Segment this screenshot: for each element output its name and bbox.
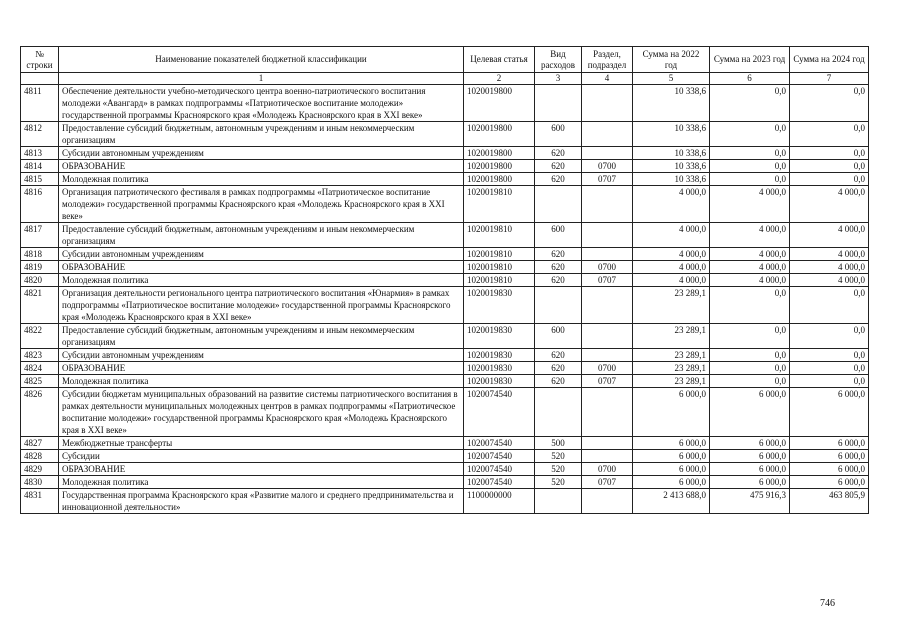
table-row [21,248,869,261]
row-name: Субсидии автономным учреждениям [59,349,464,362]
row-sum-2024: 6 000,0 [790,463,869,476]
row-number: 4816 [21,186,59,223]
row-target-article: 1100000000 [464,489,535,514]
header-sum-2023: Сумма на 2023 год [710,47,790,73]
row-name: Молодежная политика [59,476,464,489]
row-sum-2022: 23 289,1 [633,287,710,324]
row-target-article: 1020019810 [464,248,535,261]
row-number: 4819 [21,261,59,274]
row-sum-2024: 463 805,9 [790,489,869,514]
row-expense-type: 620 [535,248,582,261]
row-name: Молодежная политика [59,173,464,186]
row-sum-2023: 4 000,0 [710,261,790,274]
row-sum-2024: 0,0 [790,160,869,173]
row-name: ОБРАЗОВАНИЕ [59,160,464,173]
row-name: ОБРАЗОВАНИЕ [59,362,464,375]
row-sum-2024: 4 000,0 [790,261,869,274]
header-target-article: Целевая статья [464,47,535,73]
row-expense-type: 620 [535,349,582,362]
row-target-article: 1020019830 [464,362,535,375]
row-name: Государственная программа Красноярского края «Развитие малого и среднего предпринимательства и инновационной деятельности» [59,489,464,514]
row-sum-2022: 10 338,6 [633,122,710,147]
row-sum-2023: 4 000,0 [710,248,790,261]
row-number: 4831 [21,489,59,514]
row-name: ОБРАЗОВАНИЕ [59,463,464,476]
row-section: 0707 [582,375,633,388]
row-section [582,349,633,362]
row-name: Субсидии [59,450,464,463]
budget-table-body [21,85,869,514]
row-sum-2023: 0,0 [710,349,790,362]
row-sum-2024: 0,0 [790,85,869,122]
row-target-article: 1020074540 [464,437,535,450]
col-number-2: 2 [464,73,535,85]
col-number-1: 1 [59,73,464,85]
row-sum-2022: 4 000,0 [633,274,710,287]
row-sum-2023: 0,0 [710,147,790,160]
row-sum-2022: 6 000,0 [633,388,710,437]
row-expense-type [535,489,582,514]
row-sum-2022: 6 000,0 [633,463,710,476]
row-number: 4825 [21,375,59,388]
row-expense-type: 620 [535,362,582,375]
row-number: 4826 [21,388,59,437]
row-sum-2022: 6 000,0 [633,450,710,463]
row-expense-type: 600 [535,324,582,349]
row-sum-2024: 6 000,0 [790,388,869,437]
row-number: 4814 [21,160,59,173]
table-row [21,274,869,287]
row-expense-type: 620 [535,261,582,274]
row-number: 4817 [21,223,59,248]
row-sum-2022: 4 000,0 [633,223,710,248]
row-sum-2022: 23 289,1 [633,375,710,388]
row-sum-2023: 6 000,0 [710,463,790,476]
row-sum-2023: 6 000,0 [710,476,790,489]
table-row [21,324,869,349]
row-expense-type: 520 [535,450,582,463]
row-expense-type [535,287,582,324]
row-target-article: 1020074540 [464,476,535,489]
row-expense-type: 620 [535,375,582,388]
row-name: Обеспечение деятельности учебно-методического центра военно-патриотического воспитания молодежи «Авангард» в рамках подпрограммы «Патриотическое воспитание молодежи» государственной программы Красноярского края «Молодежь Красноярского края в XXI веке» [59,85,464,122]
row-sum-2024: 4 000,0 [790,248,869,261]
row-target-article: 1020074540 [464,450,535,463]
row-target-article: 1020019830 [464,349,535,362]
col-number-blank [21,73,59,85]
row-number: 4823 [21,349,59,362]
table-row [21,388,869,437]
table-row [21,122,869,147]
col-number-5: 5 [633,73,710,85]
row-target-article: 1020019810 [464,186,535,223]
header-name: Наименование показателей бюджетной классификации [59,47,464,73]
row-section [582,122,633,147]
col-number-6: 6 [710,73,790,85]
row-section: 0707 [582,274,633,287]
table-row [21,375,869,388]
row-sum-2022: 23 289,1 [633,362,710,375]
row-sum-2024: 0,0 [790,147,869,160]
row-sum-2023: 0,0 [710,375,790,388]
row-target-article: 1020019830 [464,324,535,349]
row-expense-type: 500 [535,437,582,450]
col-number-3: 3 [535,73,582,85]
row-section [582,248,633,261]
row-sum-2022: 4 000,0 [633,248,710,261]
row-section: 0700 [582,463,633,476]
row-name: ОБРАЗОВАНИЕ [59,261,464,274]
row-target-article: 1020019800 [464,173,535,186]
row-sum-2023: 0,0 [710,160,790,173]
table-row [21,476,869,489]
row-name: Молодежная политика [59,375,464,388]
row-number: 4827 [21,437,59,450]
row-number: 4820 [21,274,59,287]
row-expense-type: 620 [535,173,582,186]
table-row [21,261,869,274]
row-target-article: 1020074540 [464,388,535,437]
page-number: 746 [820,598,835,609]
row-sum-2023: 6 000,0 [710,437,790,450]
table-row [21,186,869,223]
table-row [21,489,869,514]
row-sum-2023: 0,0 [710,324,790,349]
row-sum-2024: 0,0 [790,173,869,186]
row-sum-2022: 6 000,0 [633,437,710,450]
row-name: Межбюджетные трансферты [59,437,464,450]
row-expense-type: 620 [535,147,582,160]
row-sum-2023: 4 000,0 [710,223,790,248]
row-number: 4824 [21,362,59,375]
row-section [582,450,633,463]
col-number-7: 7 [790,73,869,85]
row-sum-2023: 0,0 [710,362,790,375]
row-sum-2023: 0,0 [710,173,790,186]
row-sum-2024: 0,0 [790,349,869,362]
row-number: 4822 [21,324,59,349]
row-name: Субсидии автономным учреждениям [59,147,464,160]
table-row [21,223,869,248]
row-name: Организация деятельности регионального центра патриотического воспитания «Юнармия» в рамках подпрограммы «Патриотическое воспитание молодежи» государственной программы Красноярского края «Молодежь Красноярского края в XXI веке» [59,287,464,324]
row-sum-2023: 0,0 [710,122,790,147]
row-sum-2023: 475 916,3 [710,489,790,514]
row-sum-2024: 0,0 [790,324,869,349]
row-sum-2023: 6 000,0 [710,388,790,437]
row-target-article: 1020074540 [464,463,535,476]
row-sum-2024: 0,0 [790,362,869,375]
row-number: 4815 [21,173,59,186]
table-row [21,173,869,186]
table-row [21,437,869,450]
row-number: 4812 [21,122,59,147]
row-section [582,437,633,450]
row-section: 0700 [582,160,633,173]
row-section [582,489,633,514]
row-sum-2022: 4 000,0 [633,261,710,274]
row-name: Предоставление субсидий бюджетным, автономным учреждениям и иным некоммерческим организациям [59,324,464,349]
row-target-article: 1020019810 [464,261,535,274]
header-sum-2022: Сумма на 2022 год [633,47,710,73]
row-name: Субсидии бюджетам муниципальных образований на развитие системы патриотического воспитания в рамках деятельности муниципальных молодежных центров в рамках подпрограммы «Патриотическое воспитание молодежи» государственной программы Красноярского края «Молодежь Красноярского края в XXI веке» [59,388,464,437]
row-section [582,287,633,324]
row-sum-2022: 4 000,0 [633,186,710,223]
row-sum-2022: 23 289,1 [633,324,710,349]
row-expense-type: 620 [535,160,582,173]
row-number: 4813 [21,147,59,160]
row-name: Организация патриотического фестиваля в рамках подпрограммы «Патриотическое воспитание молодежи» государственной программы Красноярского края «Молодежь Красноярского края в XXI веке» [59,186,464,223]
table-row [21,362,869,375]
row-number: 4821 [21,287,59,324]
row-section [582,324,633,349]
row-section: 0707 [582,476,633,489]
row-section [582,186,633,223]
row-section [582,388,633,437]
row-sum-2022: 10 338,6 [633,147,710,160]
row-target-article: 1020019800 [464,147,535,160]
row-number: 4818 [21,248,59,261]
row-target-article: 1020019800 [464,85,535,122]
row-section [582,223,633,248]
row-section: 0700 [582,261,633,274]
row-expense-type: 520 [535,476,582,489]
budget-table [20,46,869,514]
row-sum-2023: 0,0 [710,287,790,324]
row-section: 0700 [582,362,633,375]
table-row [21,85,869,122]
row-sum-2024: 0,0 [790,287,869,324]
row-sum-2023: 4 000,0 [710,274,790,287]
row-target-article: 1020019800 [464,122,535,147]
row-sum-2024: 6 000,0 [790,450,869,463]
row-sum-2024: 4 000,0 [790,274,869,287]
row-expense-type [535,186,582,223]
row-sum-2022: 10 338,6 [633,160,710,173]
row-sum-2023: 6 000,0 [710,450,790,463]
row-sum-2022: 10 338,6 [633,85,710,122]
table-row [21,287,869,324]
row-expense-type: 620 [535,274,582,287]
table-row [21,160,869,173]
row-sum-2024: 0,0 [790,122,869,147]
row-sum-2022: 10 338,6 [633,173,710,186]
row-sum-2022: 2 413 688,0 [633,489,710,514]
row-name: Субсидии автономным учреждениям [59,248,464,261]
row-number: 4829 [21,463,59,476]
row-target-article: 1020019810 [464,223,535,248]
row-section: 0707 [582,173,633,186]
row-sum-2024: 4 000,0 [790,186,869,223]
row-number: 4811 [21,85,59,122]
row-name: Предоставление субсидий бюджетным, автономным учреждениям и иным некоммерческим организациям [59,122,464,147]
row-section [582,147,633,160]
row-name: Предоставление субсидий бюджетным, автономным учреждениям и иным некоммерческим организациям [59,223,464,248]
row-expense-type [535,388,582,437]
row-sum-2023: 4 000,0 [710,186,790,223]
row-target-article: 1020019800 [464,160,535,173]
row-sum-2023: 0,0 [710,85,790,122]
table-row [21,463,869,476]
row-sum-2024: 6 000,0 [790,437,869,450]
row-target-article: 1020019830 [464,375,535,388]
row-sum-2024: 0,0 [790,375,869,388]
header-sum-2024: Сумма на 2024 год [790,47,869,73]
row-number: 4830 [21,476,59,489]
header-expense-type: Вид расходов [535,47,582,73]
row-target-article: 1020019810 [464,274,535,287]
header-section: Раздел, подраздел [582,47,633,73]
header-row-number: № строки [21,47,59,73]
row-expense-type: 600 [535,223,582,248]
row-sum-2022: 6 000,0 [633,476,710,489]
row-sum-2024: 6 000,0 [790,476,869,489]
table-row [21,147,869,160]
row-expense-type: 520 [535,463,582,476]
row-sum-2022: 23 289,1 [633,349,710,362]
row-section [582,85,633,122]
row-number: 4828 [21,450,59,463]
row-name: Молодежная политика [59,274,464,287]
row-expense-type [535,85,582,122]
table-row [21,349,869,362]
row-sum-2024: 4 000,0 [790,223,869,248]
col-number-4: 4 [582,73,633,85]
row-target-article: 1020019830 [464,287,535,324]
row-expense-type: 600 [535,122,582,147]
table-row [21,450,869,463]
